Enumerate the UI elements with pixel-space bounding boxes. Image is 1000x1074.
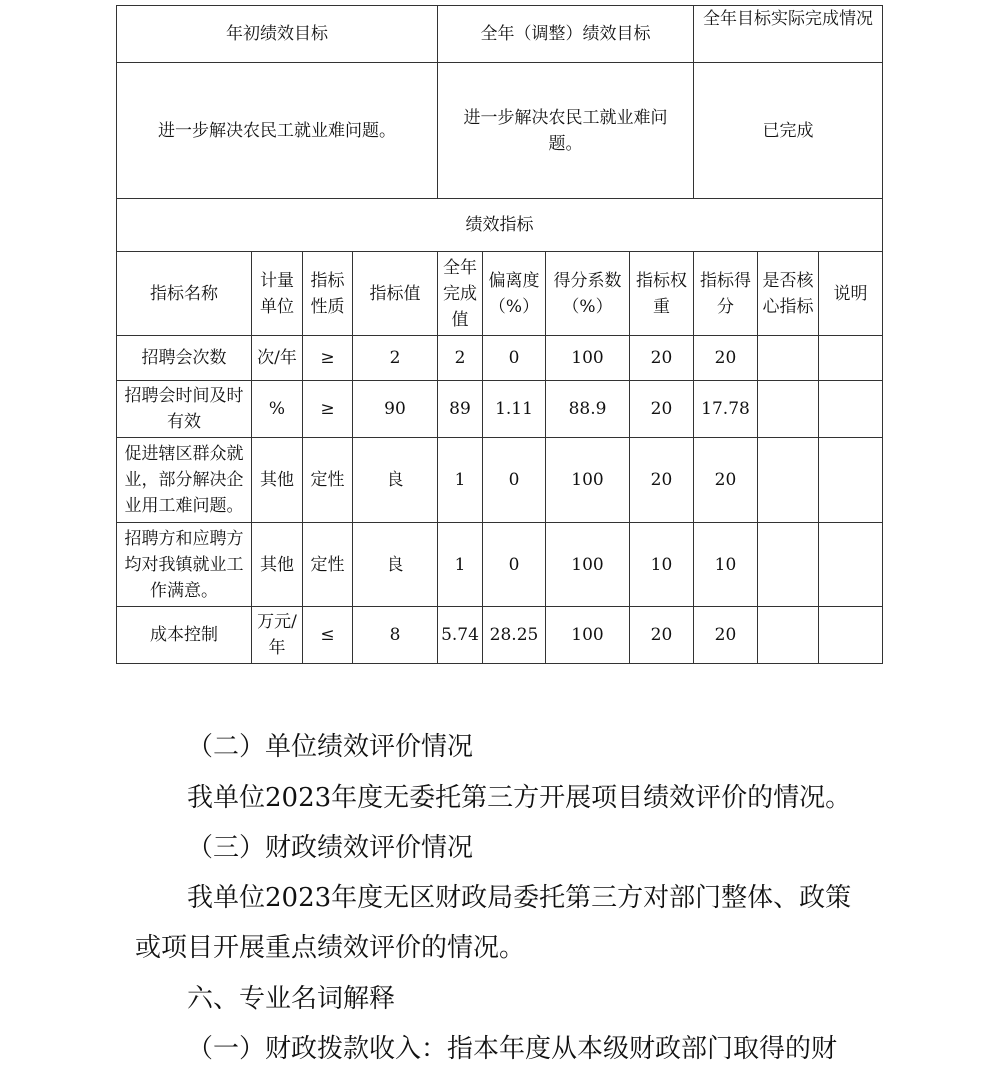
score-coefficient: 100 <box>546 438 630 523</box>
indicator-column-header-row <box>117 252 883 336</box>
unit: 万元/年 <box>252 607 303 664</box>
nature: 定性 <box>303 438 353 523</box>
actual-value: 89 <box>438 381 483 438</box>
weight: 20 <box>630 381 694 438</box>
actual-value: 5.74 <box>438 607 483 664</box>
column-header: 全年完成值 <box>438 252 483 336</box>
actual-completion-cell: 已完成 <box>694 63 883 199</box>
adjusted-goal-header: 全年（调整）绩效目标 <box>438 6 694 63</box>
column-header: 计量单位 <box>252 252 303 336</box>
fiscal-eval-heading: （三）财政绩效评价情况 <box>187 833 474 863</box>
actual-value: 1 <box>438 523 483 607</box>
table-row <box>117 336 883 381</box>
score-coefficient: 100 <box>546 607 630 664</box>
target-value: 2 <box>353 336 438 381</box>
target-value: 90 <box>353 381 438 438</box>
initial-goal-header: 年初绩效目标 <box>117 6 438 63</box>
column-header: 指标性质 <box>303 252 353 336</box>
note <box>819 523 883 607</box>
term-financial-appropriation: （一）财政拨款收入：指本年度从本级财政部门取得的财 <box>187 1034 838 1064</box>
indicator-name: 招聘会次数 <box>117 336 252 381</box>
is-core <box>758 438 819 523</box>
deviation: 0 <box>483 523 546 607</box>
indicator-name: 招聘会时间及时有效 <box>117 381 252 438</box>
deviation: 1.11 <box>483 381 546 438</box>
goal-header-row <box>117 6 883 63</box>
score-coefficient: 100 <box>546 336 630 381</box>
is-core <box>758 336 819 381</box>
table-row <box>117 381 883 438</box>
unit: 其他 <box>252 438 303 523</box>
indicator-name: 成本控制 <box>117 607 252 664</box>
deviation: 28.25 <box>483 607 546 664</box>
column-header: 说明 <box>819 252 883 336</box>
score-coefficient: 88.9 <box>546 381 630 438</box>
note <box>819 607 883 664</box>
adjusted-goal-cell: 进一步解决农民工就业难问题。 <box>438 63 694 199</box>
target-value: 良 <box>353 438 438 523</box>
unit: 其他 <box>252 523 303 607</box>
fiscal-eval-paragraph: 我单位2023年度无区财政局委托第三方对部门整体、政策或项目开展重点绩效评价的情况。 <box>135 883 852 963</box>
unit: 次/年 <box>252 336 303 381</box>
is-core <box>758 523 819 607</box>
nature: ≥ <box>303 336 353 381</box>
note <box>819 438 883 523</box>
weight: 10 <box>630 523 694 607</box>
terms-heading: 六、专业名词解释 <box>187 984 396 1014</box>
weight: 20 <box>630 607 694 664</box>
performance-table <box>116 5 883 664</box>
score: 20 <box>694 438 758 523</box>
note <box>819 381 883 438</box>
indicators-title: 绩效指标 <box>117 199 883 252</box>
score-coefficient: 100 <box>546 523 630 607</box>
score: 20 <box>694 336 758 381</box>
is-core <box>758 607 819 664</box>
table-row <box>117 523 883 607</box>
actual-value: 1 <box>438 438 483 523</box>
weight: 20 <box>630 336 694 381</box>
column-header: 指标得分 <box>694 252 758 336</box>
actual-completion-header: 全年目标实际完成情况 <box>694 6 883 63</box>
indicator-name: 招聘方和应聘方均对我镇就业工作满意。 <box>117 523 252 607</box>
target-value: 良 <box>353 523 438 607</box>
column-header: 指标名称 <box>117 252 252 336</box>
column-header: 指标权重 <box>630 252 694 336</box>
unit-eval-heading: （二）单位绩效评价情况 <box>187 732 474 762</box>
weight: 20 <box>630 438 694 523</box>
deviation: 0 <box>483 438 546 523</box>
score: 10 <box>694 523 758 607</box>
nature: ≥ <box>303 381 353 438</box>
note <box>819 336 883 381</box>
column-header: 指标值 <box>353 252 438 336</box>
column-header: 偏离度（%） <box>483 252 546 336</box>
is-core <box>758 381 819 438</box>
initial-goal-cell: 进一步解决农民工就业难问题。 <box>117 63 438 199</box>
indicators-title-row <box>117 199 883 252</box>
actual-value: 2 <box>438 336 483 381</box>
nature: 定性 <box>303 523 353 607</box>
column-header: 是否核心指标 <box>758 252 819 336</box>
nature: ≤ <box>303 607 353 664</box>
goal-content-row <box>117 63 883 199</box>
target-value: 8 <box>353 607 438 664</box>
indicator-name: 促进辖区群众就业，部分解决企业用工难问题。 <box>117 438 252 523</box>
score: 20 <box>694 607 758 664</box>
table-row <box>117 607 883 664</box>
score: 17.78 <box>694 381 758 438</box>
table-row <box>117 438 883 523</box>
unit-eval-paragraph: 我单位2023年度无委托第三方开展项目绩效评价的情况。 <box>187 783 852 813</box>
deviation: 0 <box>483 336 546 381</box>
column-header: 得分系数（%） <box>546 252 630 336</box>
unit: % <box>252 381 303 438</box>
